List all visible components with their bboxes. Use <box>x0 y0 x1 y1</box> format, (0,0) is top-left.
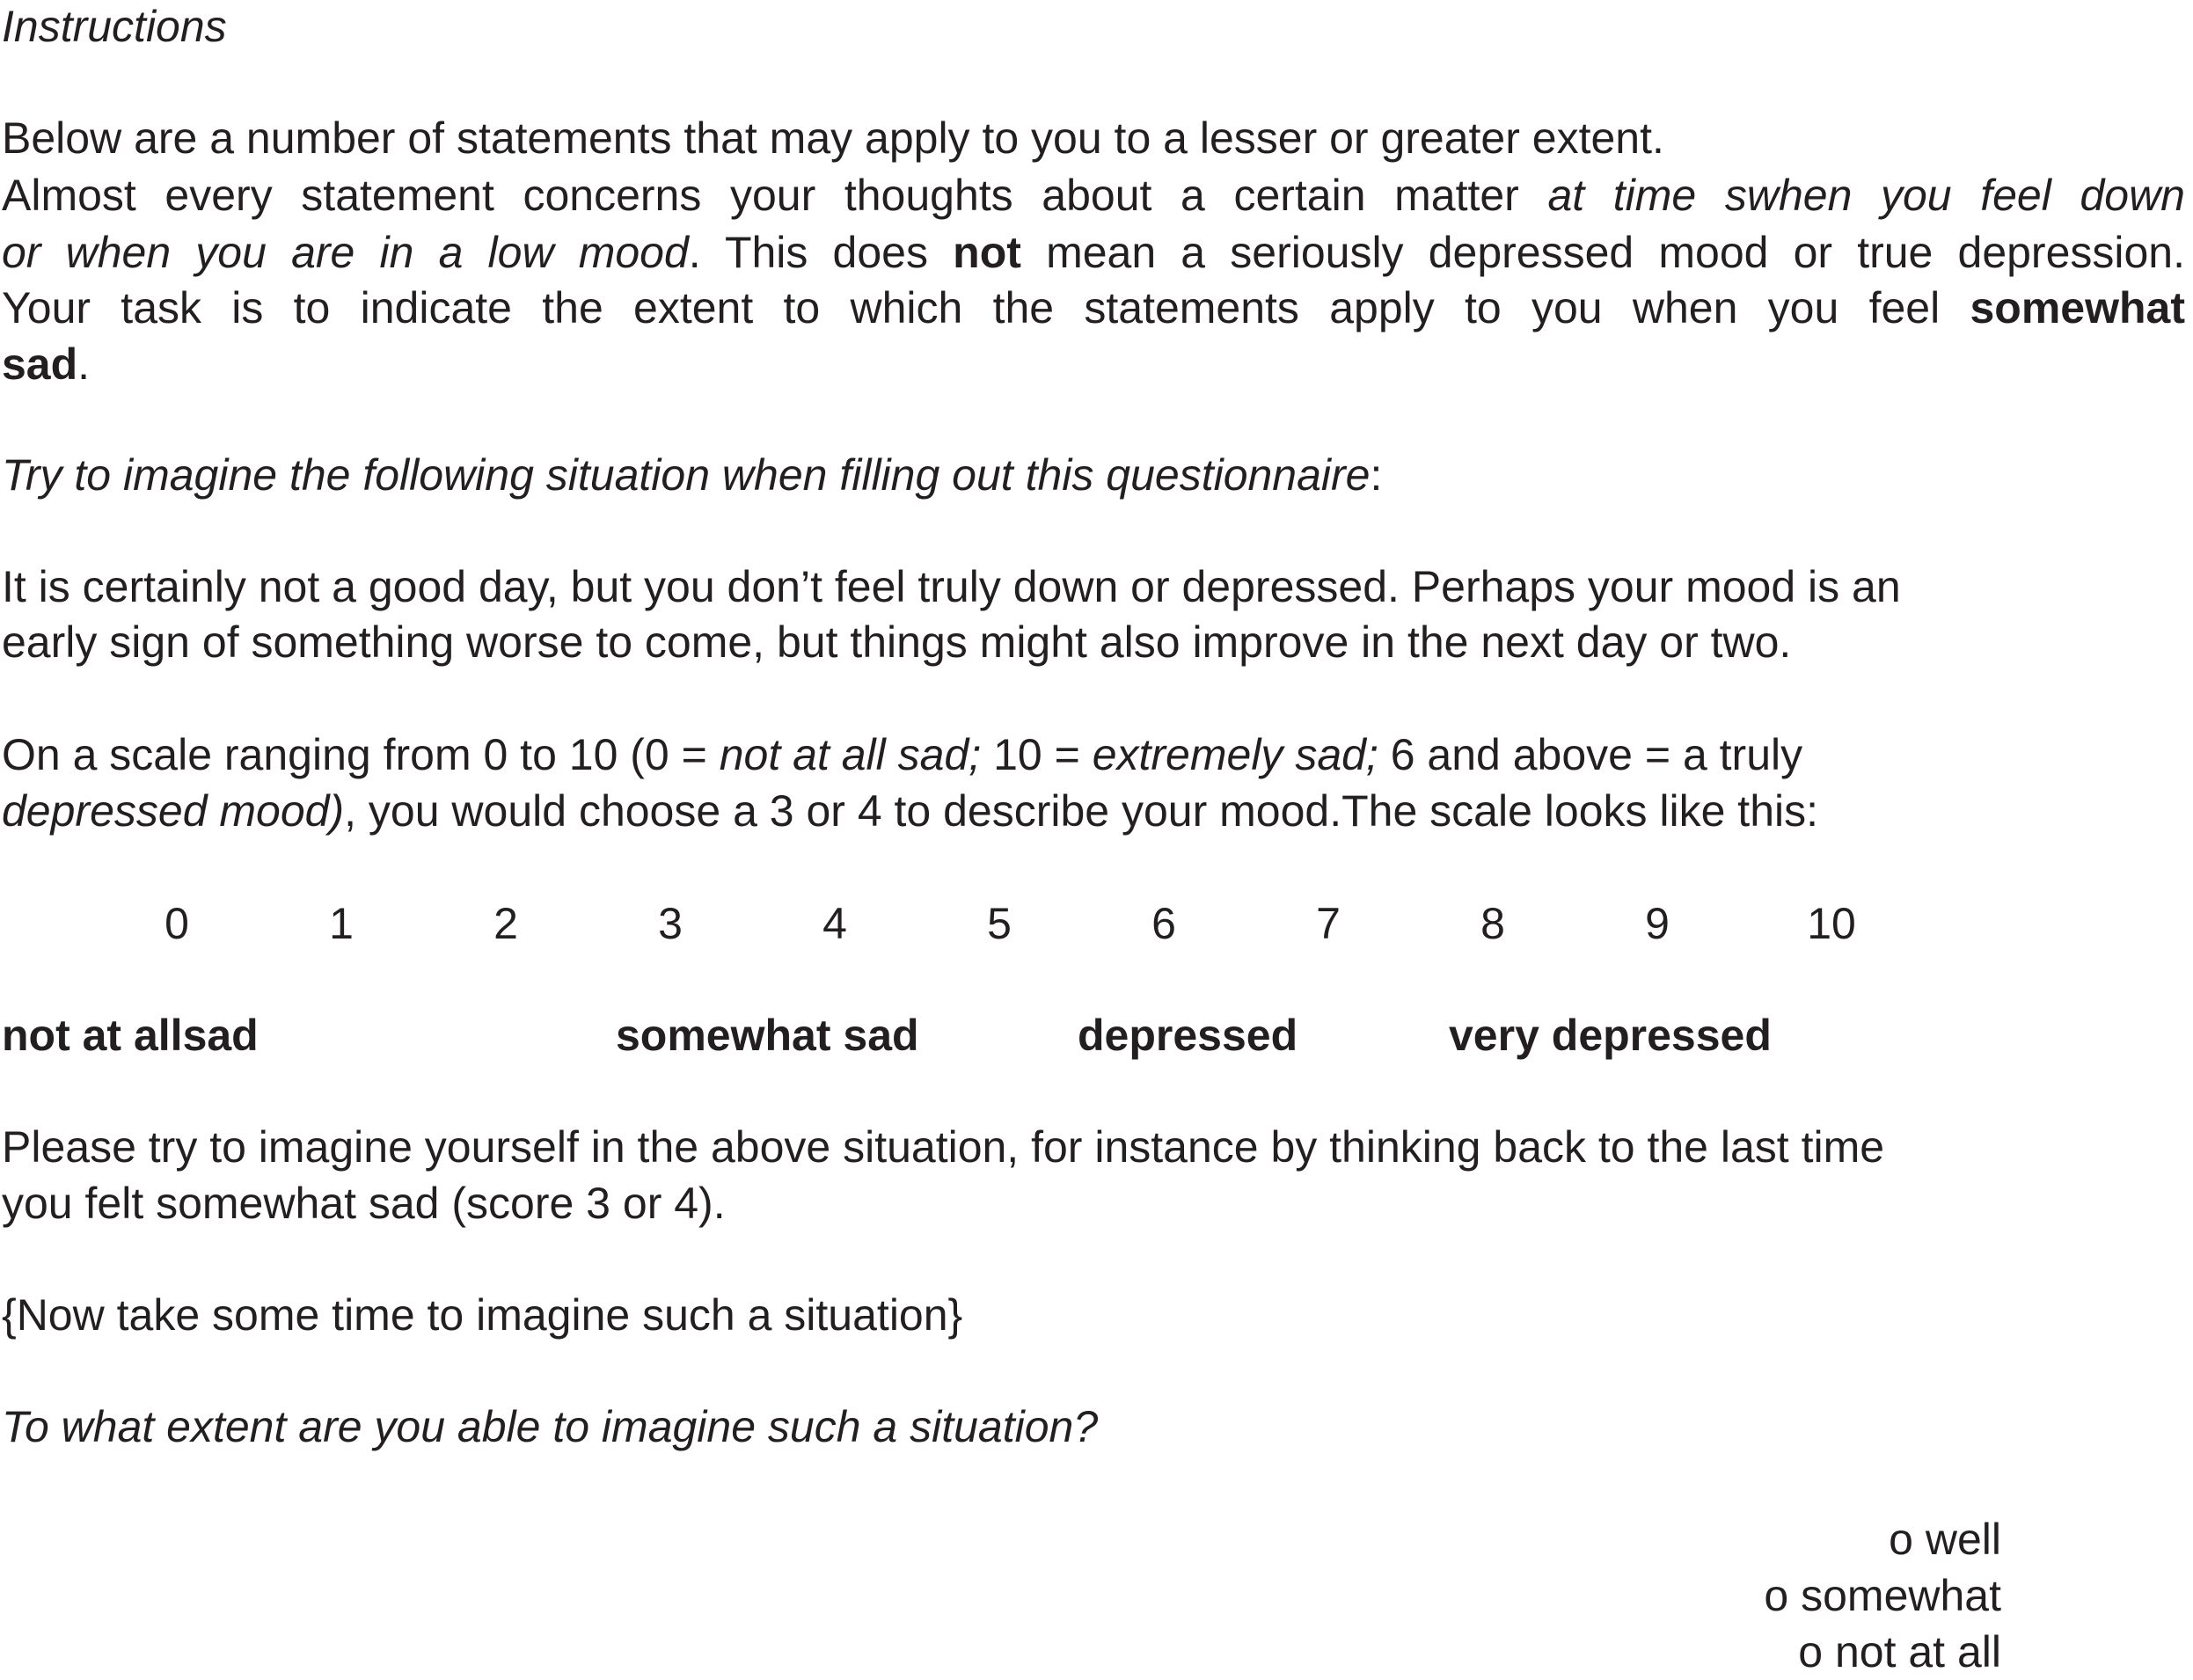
intro-line-4-bold: somewhat <box>1970 283 2185 332</box>
imagine-prompt-text: Try to imagine the following situation when filling out this questionnaire <box>2 450 1371 500</box>
scale-number: 9 <box>1645 899 1670 948</box>
scale-desc-italic-3: depressed mood) <box>2 786 345 836</box>
instructions-heading: Instructions <box>2 2 227 51</box>
scale-anchor-not-at-all-sad: not at allsad <box>2 1011 259 1060</box>
scale-anchor-very-depressed: very depressed <box>1449 1011 1772 1060</box>
imagine-instruction-line-1: Please try to imagine yourself in the above situation, for instance by thinking back to the last time <box>2 1122 1885 1172</box>
imagine-prompt-colon: : <box>1370 450 1383 500</box>
intro-line-4 <box>2 280 2185 336</box>
intro-line-5-bold: sad <box>2 340 78 389</box>
scale-number: 3 <box>658 899 683 948</box>
pause-note: {Now take some time to imagine such a situation} <box>2 1290 963 1340</box>
scale-desc-italic-1: not at all sad; <box>719 730 982 779</box>
imagine-prompt <box>2 447 1382 503</box>
imagine-instruction-line-2: you felt somewhat sad (score 3 or 4). <box>2 1179 726 1228</box>
option-well[interactable]: o well <box>1889 1515 2001 1564</box>
scale-number: 0 <box>164 899 189 948</box>
scale-number: 4 <box>822 899 847 948</box>
intro-line-2-text: Almost every statement concerns your thoughts about a certain matter <box>2 171 1519 220</box>
scale-desc-text-2: 10 = <box>993 730 1080 779</box>
intro-line-3-bold-not: not <box>953 228 1021 277</box>
scale-description-line-2 <box>2 783 1818 839</box>
scale-number: 2 <box>493 899 518 948</box>
scale-number: 6 <box>1151 899 1176 948</box>
situation-line-1: It is certainly not a good day, but you don’t feel truly down or depressed. Perhaps your mood is an <box>2 562 1901 611</box>
intro-line-3-rest: mean a seriously depressed mood or true depression. <box>1046 228 2186 277</box>
scale-number: 1 <box>329 899 354 948</box>
scale-number: 5 <box>987 899 1012 948</box>
scale-number: 10 <box>1807 899 1856 948</box>
scale-description-line-1 <box>2 727 1802 783</box>
scale-number: 8 <box>1480 899 1505 948</box>
intro-line-5 <box>2 336 90 392</box>
scale-desc-text-1: On a scale ranging from 0 to 10 (0 = <box>2 730 707 779</box>
intro-line-3-text: . This does <box>688 228 928 277</box>
scale-anchor-depressed: depressed <box>1078 1011 1298 1060</box>
intro-line-5-period: . <box>77 340 91 389</box>
intro-line-2-italic: at time swhen you feel down <box>1547 171 2185 220</box>
intro-line-3 <box>2 224 2185 281</box>
scale-number: 7 <box>1316 899 1341 948</box>
scale-anchor-somewhat-sad: somewhat sad <box>616 1011 919 1060</box>
question: To what extent are you able to imagine such a situation? <box>2 1402 1099 1451</box>
intro-line-4-text: Your task is to indicate the extent to which the statements apply to you when you feel <box>2 283 1941 332</box>
option-not-at-all[interactable]: o not at all <box>1798 1627 2001 1676</box>
intro-line-1: Below are a number of statements that may apply to you to a lesser or greater extent. <box>2 113 1664 163</box>
scale-desc-italic-2: extremely sad; <box>1092 730 1378 779</box>
situation-line-2: early sign of something worse to come, but things might also improve in the next day or two. <box>2 617 1792 667</box>
scale-desc-text-3: 6 and above = a truly <box>1390 730 1803 779</box>
scale-desc-text-4: , you would choose a 3 or 4 to describe your mood.The scale looks like this: <box>344 786 1819 836</box>
intro-line-3-italic: or when you are in a low mood <box>2 228 689 277</box>
option-somewhat[interactable]: o somewhat <box>1764 1571 2001 1620</box>
intro-line-2 <box>2 167 2185 223</box>
